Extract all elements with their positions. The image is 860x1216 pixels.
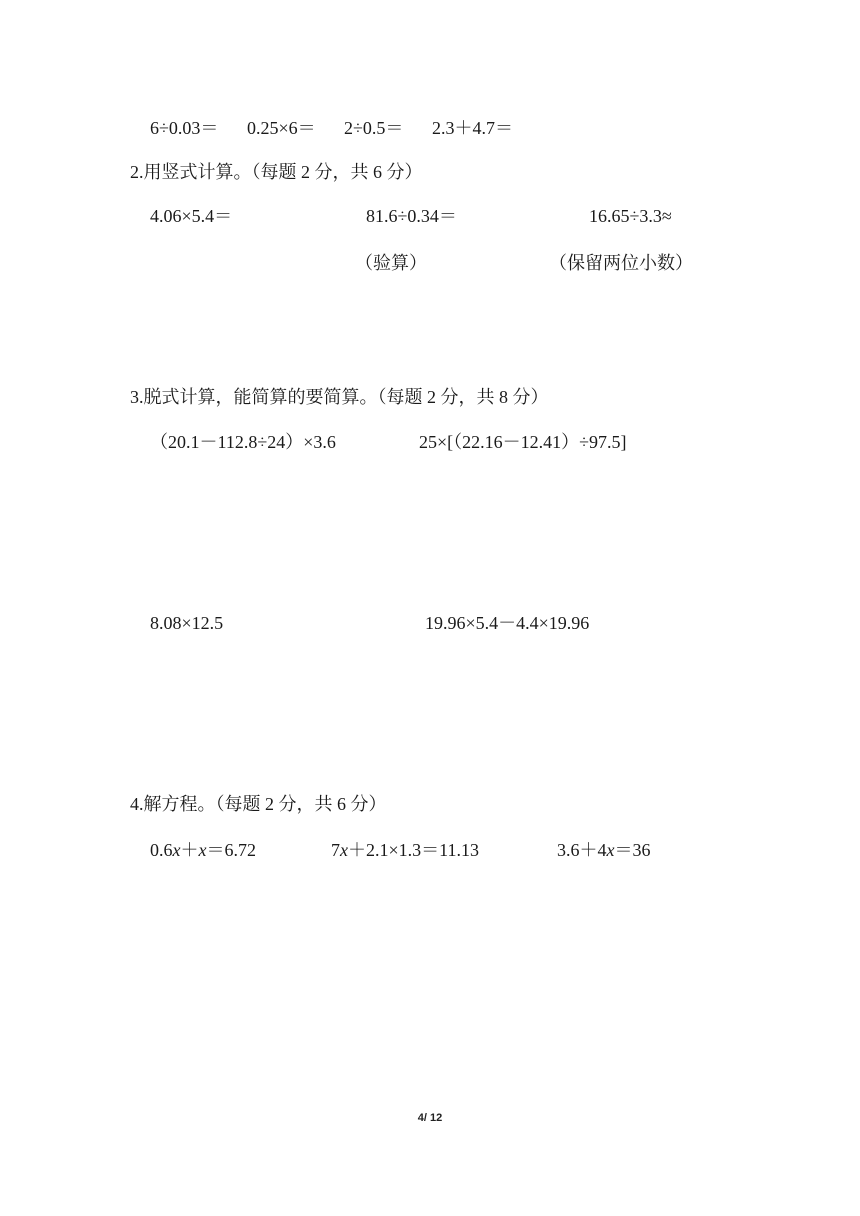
- q4-equation-1: [150, 838, 256, 862]
- q3-item-3: 8.08×12.5: [150, 613, 224, 633]
- eq2-part: ＋2.1×1.3＝11.13: [348, 840, 479, 860]
- q2-title: 2.用竖式计算。（每题 2 分，共 6 分）: [130, 162, 423, 182]
- q4-equation-3: [557, 838, 651, 862]
- eq2-var: x: [340, 840, 348, 860]
- oral-item-1: 6÷0.03＝: [150, 118, 219, 138]
- oral-item-4: 2.3＋4.7＝: [432, 118, 513, 138]
- eq2-part: 7: [331, 840, 340, 860]
- q2-item-1: 4.06×5.4＝: [150, 206, 233, 226]
- q3-item-1: （20.1－112.8÷24）×3.6: [150, 432, 336, 452]
- q3-item-2: 25×[（22.16－12.41）÷97.5]: [419, 432, 627, 452]
- oral-item-3: 2÷0.5＝: [344, 118, 404, 138]
- q2-item-3: 16.65÷3.3≈: [589, 206, 672, 226]
- q3-title: 3.脱式计算，能简算的要简算。（每题 2 分，共 8 分）: [130, 387, 549, 407]
- eq1-part: 0.6: [150, 840, 173, 860]
- q4-title: 4.解方程。（每题 2 分，共 6 分）: [130, 794, 387, 814]
- eq1-part: ＝6.72: [206, 840, 256, 860]
- eq3-part: 3.6＋4: [557, 840, 607, 860]
- eq1-part: ＋: [180, 840, 199, 860]
- eq1-var: x: [198, 840, 207, 860]
- eq3-var: x: [606, 840, 615, 860]
- page-number: 4/ 12: [417, 1112, 443, 1124]
- q2-note-round: （保留两位小数）: [549, 253, 693, 273]
- q2-item-2: 81.6÷0.34＝: [366, 206, 457, 226]
- eq1-var: x: [172, 840, 181, 860]
- q2-note-check: （验算）: [355, 253, 427, 273]
- oral-item-2: 0.25×6＝: [247, 118, 316, 138]
- q3-item-4: 19.96×5.4－4.4×19.96: [425, 613, 590, 633]
- q4-equation-2: [331, 838, 479, 862]
- eq3-part: ＝36: [614, 840, 651, 860]
